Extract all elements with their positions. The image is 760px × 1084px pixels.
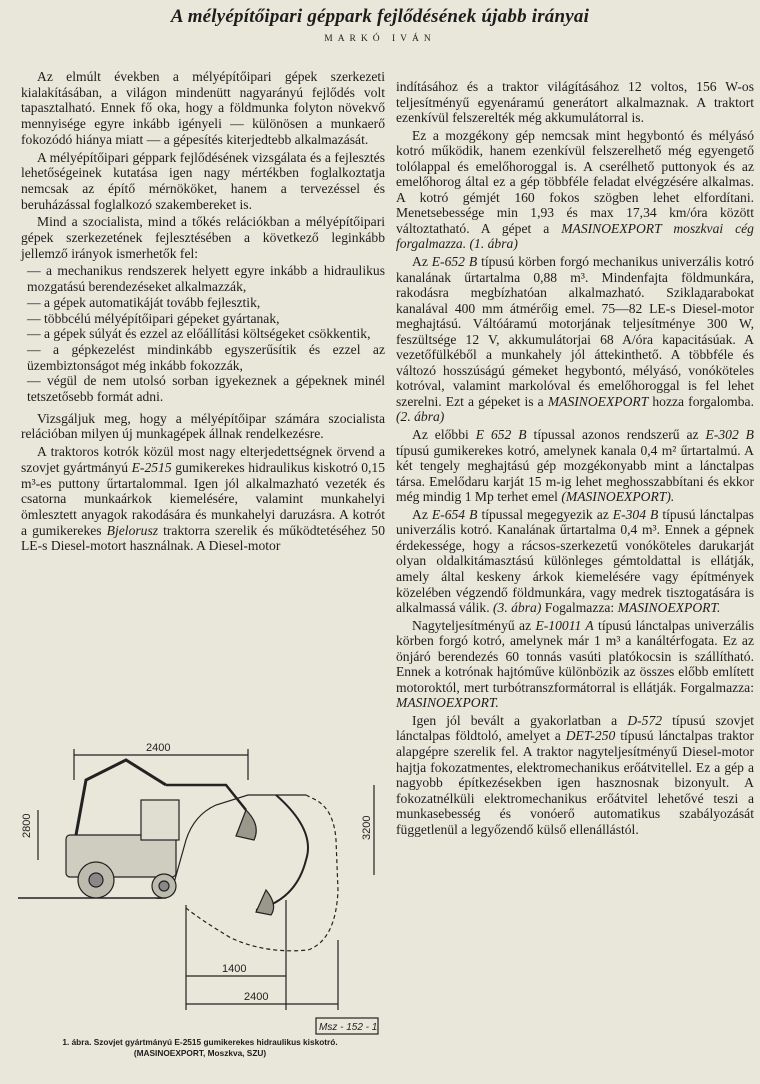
article-author: MARKÓ IVÁN — [324, 34, 436, 44]
text-run: típusú lánctalpas univerzális kotró. Kanalának űrtartalma 0,4 m³. Ennek a gépnek érdekessége, hogy a rácsos-szerkezetű vonóköteles darukarját olyan oldalkitámasztású különleges gémtoldattal is ellátják, amely által keskeny árkok kiemelésére vagy építmények közelében végzendő földmunkára, vagy medrek tisztogatására is alkalmassá válik. — [396, 506, 754, 616]
dim-bottom-label: 2400 — [244, 991, 269, 1003]
model-name: E-302 B — [705, 427, 754, 443]
text-run: típusú szovjet lánctalpas földtoló, amelyet a — [396, 712, 754, 744]
text-run: gumikerekes hidraulikus kiskotró 0,15 m³-es puttony űrtartalommal. Igen jól alkalmazható vezeték és csatorna munkaárkok kiemelésére, valamint munkahelyi ömlesztett anyagok rakodására és munkahelyi daruzásra. A kotrót a gumikerekes — [21, 459, 385, 538]
dim-mid-label: 1400 — [222, 963, 247, 975]
front-wheel-hub — [159, 881, 169, 891]
model-name: D-572 — [627, 712, 663, 728]
text-run: A traktoros kotrók közül most nagy elterjedettségnek örvend a szovjet gyártmányú — [21, 444, 385, 475]
figure-ref: (2. ábra) — [396, 409, 445, 425]
paragraph: A mélyépítőipari géppark fejlődésének vizsgálata és a fejlesztés lehetőségeinek kutatása igen nagy mértékben foglalkoztatja nemcsak az építő mérnököket, hanem a tervezéssel és beruházással foglalkozó szakembereket is. — [21, 149, 385, 212]
model-name: E 652 B — [475, 427, 527, 443]
tractor-name: Bjelorusz — [106, 522, 159, 538]
text-run: Az — [412, 254, 432, 270]
text-run: típusú lánctalpas traktor alapgépre szerelik fel. A traktor nagyteljesítményű Diesel-motor hajtja fokozatmentes, elektromechanikus erőátvitellel. Ez a gép a nagyobb építkezésekben igen hasznosnak bizonyult. A fokozatnélküli elektromechanikus erőátvitel lehetővé teszi a munkasebesség és vonóerő automatikus szabályozását függetlenül a legyőzendő külső ellenállástól. — [396, 728, 754, 837]
paragraph — [21, 444, 385, 554]
paragraph: Az elmúlt években a mélyépítőipari gépek szerkezeti kialakításában, a világon mindenütt nagyarányú fejlődés volt tapasztalható. Ennek fő oka, hogy a földmunka folyton növekvő mennyisége egyre inkább igényeli — különösen a munkaerő fokozódó hiánya miatt — a gépesítés kiterjedtebb alkalmazását. — [21, 69, 385, 147]
figure-ref: (3. ábra) — [493, 600, 542, 616]
model-name: E-2515 — [131, 459, 172, 475]
distributor-ref: MASINOEXPORT — [547, 393, 649, 409]
bucket — [236, 810, 256, 840]
dim-left-label: 2800 — [21, 813, 33, 838]
text-run: típussal megegyezik az — [477, 506, 613, 522]
text-run: Az előbbi — [412, 427, 476, 443]
paragraph: Mind a szocialista, mind a tőkés relációkban a mélyépítőipari gépek szerkezetének fejlesztésében a következő leginkább jellemző irányok ismerhetők fel: — [21, 214, 385, 261]
excavator-drawing — [16, 740, 386, 1036]
left-column — [21, 69, 385, 556]
article-title: A mélyépítőipari géppark fejlődésének újabb irányai — [170, 6, 590, 27]
text-run: hozza forgalomba. — [648, 393, 754, 409]
figure-caption — [20, 1037, 380, 1058]
text-run: traktorra szerelik és működtetéséhez 50 LE-s Diesel-motort használnak. A Diesel-motor — [21, 522, 385, 554]
paragraph — [396, 507, 754, 616]
text-run: Fogalmazza: — [541, 600, 618, 616]
dim-right-label: 3200 — [361, 815, 373, 840]
distributor-ref: (MASINOEXPORT). — [561, 489, 675, 505]
text-run: Ez a mozgékony gép nemcsak mint hegybontó és mélyásó kotró működik, hanem ezenkívül felszerelhető még egyengető tolólappal és emelőhoroggal is. A cserélhető puttonyok és az emelőhorog által ez a gép többféle feladat elvégzésére alkalmas. A kotró gémjét 160 fokos szögben lehet elfordítani. Menetsebessége min 1,93 és max 17,34 km/óra között változtatható. A gépet a — [396, 127, 754, 236]
model-name: DET-250 — [565, 728, 616, 744]
text-run: típussal azonos rendszerű az — [526, 427, 706, 443]
model-name: E-10011 A — [535, 617, 594, 633]
bullet-item: — a gépek automatikáját tovább fejlesztik, — [27, 294, 261, 310]
bullet-item: — a gépkezelést mindinkább egyszerűsítik és ezzel az üzembiztonságot még inkább fokozzák, — [27, 341, 385, 373]
model-name: E-304 B — [612, 506, 659, 522]
paragraph — [396, 427, 754, 505]
paragraph: indításához és a traktor világításához 12 voltos, 156 W-os teljesítményű egyenáramú generátort alkalmaznak. A traktort ezenkívül felszerelték még akkumulátorral is. — [396, 79, 754, 126]
distributor-ref: MASINOEXPORT moszkvai cég forgalmazza. (1. ábra) — [396, 220, 754, 252]
text-run: típusú körben forgó mechanikus univerzális kotró kanalának űrtartalma 0,88 m³. Mindenfajta földmunkára, rakodásra megbízhatóan alkalmazható. Sziklадarabokat kanalával 400 mm átmérőig emel. 75—82 LE-s Diesel-motor meghajtású. Váltóáramú motorjának teljesítménye 300 W, feszültsége 12 V, akkumulátorjai 68 A/óra kapacitásúak. A vezetőfülkéből a munkahely jól áttekinthető. A többféle és változó hosszúságú gémeket hegybontó, mélyásó, vonóköteles kotróval, valamint markolóval és emelőhoroggal is fel lehet szerelni. Ezt a gépeket is a — [396, 254, 754, 409]
caption-line: 1. ábra. Szovjet gyártmányú E-2515 gumikerekes hidraulikus kiskotró. — [62, 1037, 338, 1047]
text-run: típusú gumikerekes kotró, amelynek kanala 0,4 m² űrtartalmú. A két tengely meghajtású gép mozgékonyabb mint a lánctalpas társa. Emelődaru karját 15 m-ig lehet meghosszabbítani és ekkor még mindig 1 Mp terhet emel — [396, 442, 754, 505]
bullet-item: — a gépek súlyát és ezzel az előállítási költségeket csökkentik, — [27, 326, 371, 342]
bullet-item: — végül de nem utolsó sorban igyekeznek a gépeknek minél tetszetősebb formát adni. — [27, 373, 385, 405]
text-run: Nagyteljesítményű az — [412, 617, 536, 633]
figure-stamp: Msz - 152 - 1 — [319, 1022, 378, 1033]
paragraph — [396, 618, 754, 711]
model-name: E-654 B — [431, 506, 478, 522]
excavation-envelope — [186, 795, 338, 951]
paragraph — [396, 713, 754, 837]
right-column — [396, 79, 754, 839]
text-run: típusú lánctalpas univerzális körben forgó kotró, amelynek már 1 m³ a kanáltérfogata. Ez az önjáró berendezés 60 tonnás vasúti platókocsin is szállítható. Ennek a kotrónak hajtóműve különbözik az összes előbb említett motoroktól, mert turbótranszformátorral is ellátják. Forgalmazza: — [396, 617, 754, 695]
paragraph — [396, 128, 754, 252]
model-name: E-652 B — [431, 254, 478, 270]
caption-line: (MASINOEXPORT, Moszkva, SZU) — [133, 1047, 267, 1058]
bucket-low — [256, 890, 274, 915]
distributor-ref: MASINOEXPORT. — [617, 600, 721, 616]
paragraph — [396, 254, 754, 425]
dim-top-label: 2400 — [146, 742, 171, 754]
text-run: Igen jól bevált a gyakorlatban a — [412, 712, 628, 728]
text-run: Az — [412, 506, 432, 522]
bullet-item: — a mechanikus rendszerek helyett egyre inkább a hidraulikus mozgatású berendezéseket alkalmazzák, — [27, 263, 385, 295]
rear-wheel-hub — [89, 873, 103, 887]
distributor-ref: MASINOEXPORT. — [396, 695, 499, 711]
bullet-item: — többcélú mélyépítőipari gépeket gyártanak, — [27, 310, 280, 326]
tractor-cab — [141, 800, 179, 840]
paragraph: Vizsgáljuk meg, hogy a mélyépítőipar számára szocialista relációban milyen új munkagépek állnak rendelkezésre. — [21, 410, 385, 442]
boom-reach-arc — [256, 795, 308, 910]
